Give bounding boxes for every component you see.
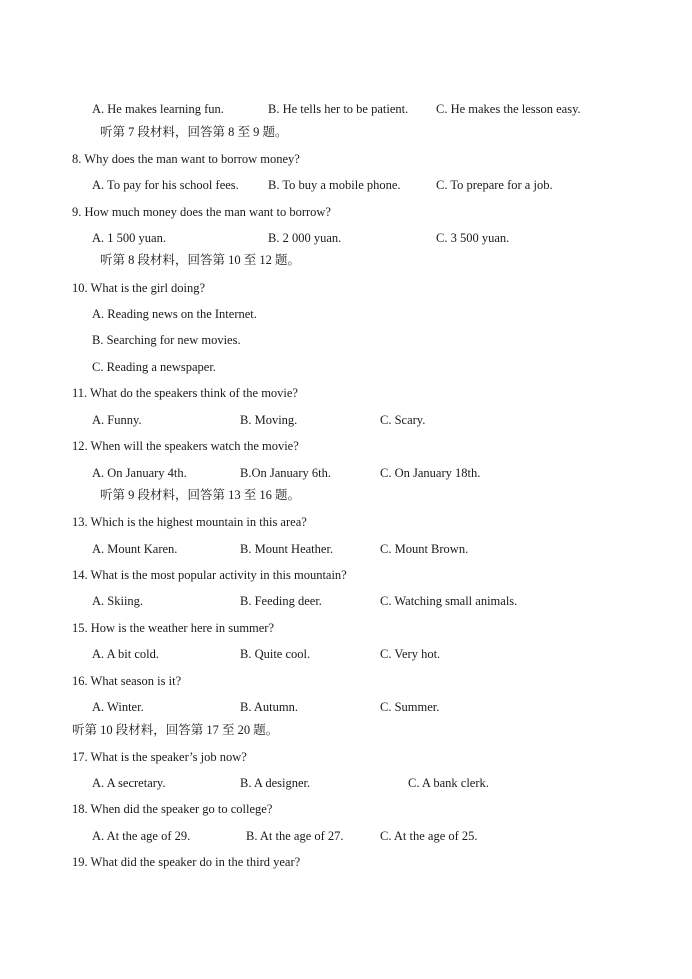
q13-option-a: A. Mount Karen.: [92, 542, 178, 556]
q9-option-c: C. 3 500 yuan.: [436, 231, 510, 245]
q18-option-c: C. At the age of 25.: [380, 829, 478, 843]
question-16: 16. What season is it?: [72, 674, 182, 688]
section-9-instruction: 听第 9 段材料，回答第 13 至 16 题。: [100, 488, 301, 502]
q17-option-c: C. A bank clerk.: [408, 776, 489, 790]
q14-option-b: B. Feeding deer.: [240, 594, 322, 608]
question-18: 18. When did the speaker go to college?: [72, 802, 273, 816]
q12-option-b: B.On January 6th.: [240, 466, 331, 480]
question-17: 17. What is the speaker’s job now?: [72, 750, 247, 764]
q9-option-a: A. 1 500 yuan.: [92, 231, 166, 245]
q10-option-c: C. Reading a newspaper.: [92, 360, 216, 374]
question-10: 10. What is the girl doing?: [72, 281, 206, 295]
q17-option-a: A. A secretary.: [92, 776, 166, 790]
q13-option-b: B. Mount Heather.: [240, 542, 334, 556]
q10-option-b: B. Searching for new movies.: [92, 333, 241, 347]
q12-option-c: C. On January 18th.: [380, 466, 481, 480]
q17-option-b: B. A designer.: [240, 776, 311, 790]
q13-option-c: C. Mount Brown.: [380, 542, 469, 556]
question-12: 12. When will the speakers watch the movie?: [72, 439, 299, 453]
q10-option-a: A. Reading news on the Internet.: [92, 307, 257, 321]
question-8: 8. Why does the man want to borrow money?: [72, 152, 300, 166]
q8-option-c: C. To prepare for a job.: [436, 178, 553, 192]
question-11: 11. What do the speakers think of the movie?: [72, 386, 298, 400]
q16-option-c: C. Summer.: [380, 700, 440, 714]
q11-option-b: B. Moving.: [240, 413, 298, 427]
q8-option-b: B. To buy a mobile phone.: [268, 178, 401, 192]
q14-option-a: A. Skiing.: [92, 594, 144, 608]
q7-option-c: C. He makes the lesson easy.: [436, 102, 581, 116]
q15-option-c: C. Very hot.: [380, 647, 441, 661]
q15-option-a: A. A bit cold.: [92, 647, 160, 661]
q15-option-b: B. Quite cool.: [240, 647, 311, 661]
section-10-instruction: 听第 10 段材料，回答第 17 至 20 题。: [72, 723, 279, 737]
q14-option-c: C. Watching small animals.: [380, 594, 518, 608]
q9-option-b: B. 2 000 yuan.: [268, 231, 342, 245]
q11-option-c: C. Scary.: [380, 413, 426, 427]
q12-option-a: A. On January 4th.: [92, 466, 187, 480]
question-13: 13. Which is the highest mountain in this area?: [72, 515, 307, 529]
q16-option-b: B. Autumn.: [240, 700, 298, 714]
question-19: 19. What did the speaker do in the third year?: [72, 855, 301, 869]
question-15: 15. How is the weather here in summer?: [72, 621, 275, 635]
q11-option-a: A. Funny.: [92, 413, 142, 427]
q16-option-a: A. Winter.: [92, 700, 144, 714]
q7-option-a: A. He makes learning fun.: [92, 102, 224, 116]
q18-option-b: B. At the age of 27.: [246, 829, 344, 843]
section-7-instruction: 听第 7 段材料，回答第 8 至 9 题。: [100, 125, 288, 139]
question-14: 14. What is the most popular activity in this mountain?: [72, 568, 347, 582]
q7-option-b: B. He tells her to be patient.: [268, 102, 409, 116]
q18-option-a: A. At the age of 29.: [92, 829, 191, 843]
q8-option-a: A. To pay for his school fees.: [92, 178, 239, 192]
question-9: 9. How much money does the man want to borrow?: [72, 205, 331, 219]
section-8-instruction: 听第 8 段材料，回答第 10 至 12 题。: [100, 253, 301, 267]
